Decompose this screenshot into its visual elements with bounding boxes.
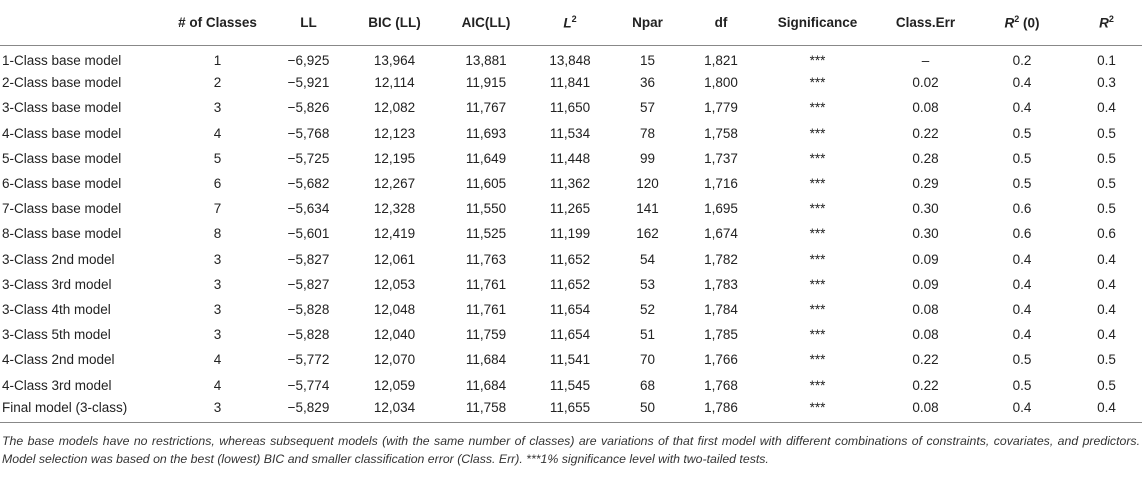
- table-cell: 0.29: [912, 176, 939, 192]
- table-cell: 1,779: [704, 100, 738, 116]
- table-row: [0, 45, 1142, 70]
- column-header-label: LL: [300, 14, 317, 30]
- table-cell: −5,774: [287, 377, 330, 393]
- column-header: [757, 0, 878, 45]
- column-header: [973, 0, 1071, 45]
- table-cell: −6,925: [287, 53, 330, 69]
- table-cell: –: [921, 53, 930, 69]
- table-cell: 11,534: [549, 125, 591, 141]
- table-cell: 0.02: [912, 75, 939, 91]
- table-cell: −5,828: [287, 327, 330, 343]
- table-cell: 0.22: [912, 352, 939, 368]
- table-cell: 0.4: [1097, 100, 1116, 116]
- column-header: [530, 0, 610, 45]
- row-label-cell: 3-Class base model: [2, 100, 122, 116]
- table-cell: 11,915: [465, 75, 507, 91]
- table-cell: ***: [809, 100, 826, 116]
- column-header: [685, 0, 757, 45]
- table-cell: 0.5: [1097, 377, 1116, 393]
- table-cell: −5,828: [287, 301, 330, 317]
- table-cell: 1,786: [685, 398, 757, 423]
- table-cell: 0.4: [1097, 251, 1116, 267]
- table-cell: 12,195: [373, 150, 416, 166]
- table-cell: 0.3: [1097, 75, 1116, 91]
- table-cell: ***: [809, 251, 826, 267]
- table-cell: 0.4: [1012, 251, 1032, 267]
- column-header: [878, 0, 973, 45]
- table-cell: 3: [213, 327, 222, 343]
- header-row: [0, 0, 1142, 45]
- table-cell: ***: [809, 75, 826, 91]
- table-cell: 0.28: [912, 150, 939, 166]
- table-cell: 0.5: [1097, 201, 1116, 217]
- table-cell: 0.5: [1097, 176, 1116, 192]
- table-cell: 11,652: [549, 251, 591, 267]
- table-body: [0, 45, 1142, 423]
- column-header-label: AIC(LL): [461, 14, 511, 30]
- table-cell: 11,758: [442, 398, 530, 423]
- table-cell: 11,652: [549, 276, 591, 292]
- table-cell: 0.6: [1012, 226, 1032, 242]
- column-header-superscript: 2: [1014, 14, 1020, 24]
- table-cell: 0.4: [1097, 276, 1116, 292]
- table-cell: 0.4: [1012, 327, 1032, 343]
- table-cell: 1,766: [704, 352, 738, 368]
- table-cell: 11,545: [549, 377, 591, 393]
- column-header-superscript: 2: [571, 14, 577, 24]
- table-cell: 0.09: [912, 276, 939, 292]
- table-cell: 11,684: [465, 352, 507, 368]
- table-cell: ***: [809, 150, 826, 166]
- table-cell: 12,114: [374, 75, 415, 91]
- table-cell: 0.30: [912, 201, 939, 217]
- table-cell: 11,654: [549, 327, 591, 343]
- table-row: [0, 95, 1142, 120]
- table-cell: 78: [639, 125, 656, 141]
- table-cell: 11,693: [465, 125, 507, 141]
- table-cell: 11,541: [549, 352, 591, 368]
- column-header-superscript: 2: [1108, 14, 1114, 24]
- table-cell: 53: [639, 276, 656, 292]
- column-header: [1071, 0, 1142, 45]
- column-header-label: Significance: [777, 14, 858, 30]
- table-cell: 0.5: [1012, 176, 1032, 192]
- table-cell: −5,725: [287, 150, 330, 166]
- table-cell: 4: [213, 377, 222, 393]
- column-header: [442, 0, 530, 45]
- row-label-cell: 4-Class 2nd model: [2, 352, 115, 368]
- table-cell: ***: [809, 226, 826, 242]
- table-cell: 0.4: [1012, 100, 1032, 116]
- table-cell: 11,761: [465, 301, 507, 317]
- table-cell: 3: [213, 100, 222, 116]
- table-cell: 4: [213, 125, 222, 141]
- table-cell: 0.6: [1012, 201, 1032, 217]
- table-cell: 12,070: [373, 352, 416, 368]
- column-header: [610, 0, 685, 45]
- table-cell: 11,767: [465, 100, 507, 116]
- table-cell: 0.5: [1012, 125, 1032, 141]
- table-cell: −5,827: [287, 251, 330, 267]
- table-cell: −5,682: [287, 176, 330, 192]
- row-label-cell: 6-Class base model: [2, 176, 122, 192]
- table-cell: 12,419: [373, 226, 416, 242]
- table-cell: −5,601: [287, 226, 330, 242]
- table-cell: 0.22: [912, 125, 939, 141]
- table-cell: 11,759: [465, 327, 507, 343]
- table-cell: 1,785: [704, 327, 738, 343]
- table-cell: ***: [809, 352, 826, 368]
- column-header-label: # of Classes: [178, 14, 257, 30]
- table-cell: 0.4: [1012, 301, 1032, 317]
- table-row: [0, 221, 1142, 246]
- table-cell: 0.22: [912, 377, 939, 393]
- table-cell: −5,634: [287, 201, 330, 217]
- table-cell: 11,763: [465, 251, 507, 267]
- table-cell: 0.4: [1097, 301, 1116, 317]
- table-cell: 0.5: [1097, 125, 1116, 141]
- row-label-cell: Final model (3-class): [0, 398, 165, 423]
- table-cell: 1,800: [704, 75, 738, 91]
- table-row: [0, 347, 1142, 372]
- table-cell: 0.09: [912, 251, 939, 267]
- table-cell: 0.4: [1012, 75, 1032, 91]
- table-cell: 11,649: [465, 150, 507, 166]
- table-cell: 2: [213, 75, 222, 91]
- table-cell: 11,448: [549, 150, 591, 166]
- table-cell: 15: [639, 53, 656, 69]
- table-cell: 0.08: [912, 301, 939, 317]
- table-row: [0, 372, 1142, 397]
- row-label-cell: 8-Class base model: [2, 226, 122, 242]
- table-cell: 70: [639, 352, 656, 368]
- table-cell: 1,758: [704, 125, 738, 141]
- table-cell: 11,605: [465, 176, 507, 192]
- row-label-cell: 7-Class base model: [2, 201, 122, 217]
- row-label-cell: 3-Class 3rd model: [2, 276, 112, 292]
- table-cell: 11,761: [465, 276, 507, 292]
- table-cell: −5,768: [287, 125, 330, 141]
- table-cell: 0.4: [1097, 327, 1116, 343]
- table-cell: 162: [636, 226, 659, 242]
- table-cell: 0.5: [1012, 150, 1032, 166]
- row-label-cell: 5-Class base model: [2, 150, 122, 166]
- table-cell: ***: [757, 398, 878, 423]
- table-cell: 1,782: [704, 251, 738, 267]
- table-cell: ***: [809, 377, 826, 393]
- table-cell: −5,827: [287, 276, 330, 292]
- table-cell: 11,550: [465, 201, 507, 217]
- table-cell: 12,059: [373, 377, 416, 393]
- table-cell: 0.5: [1097, 150, 1116, 166]
- table-cell: ***: [809, 125, 826, 141]
- table-cell: 8: [213, 226, 222, 242]
- table-cell: 12,328: [373, 201, 416, 217]
- table-footnote: The base models have no restrictions, whereas subsequent models (with the same number of classes) are variations of that first model with different combinations of constraints, covariates, and predictors. Model selection was based on the best (lowest) BIC and smaller classification error (Class. Err). ***1% significance level with two-tailed tests.: [2, 434, 1140, 467]
- column-header: [0, 0, 165, 45]
- table-cell: 11,841: [549, 75, 591, 91]
- table-cell: ***: [809, 301, 826, 317]
- table-cell: 57: [639, 100, 656, 116]
- table-cell: 54: [639, 251, 656, 267]
- table-cell: −5,826: [287, 100, 330, 116]
- table-cell: 12,082: [373, 100, 416, 116]
- table-cell: 12,034: [347, 398, 442, 423]
- column-header-label: R: [1004, 15, 1015, 31]
- table-cell: 5: [213, 150, 222, 166]
- table-cell: ***: [809, 276, 826, 292]
- table-cell: 7: [213, 201, 222, 217]
- table-cell: 68: [639, 377, 656, 393]
- table-cell: 13,848: [549, 53, 591, 69]
- table-cell: 6: [213, 176, 222, 192]
- table-cell: 3: [213, 276, 222, 292]
- table-cell: 0.4: [1012, 276, 1032, 292]
- row-label-cell: 2-Class base model: [2, 75, 122, 91]
- table-cell: 12,267: [373, 176, 416, 192]
- row-label-cell: 4-Class base model: [2, 125, 122, 141]
- row-label-cell: 1-Class base model: [2, 53, 122, 69]
- table-cell: 1,737: [704, 150, 738, 166]
- table-cell: 3: [213, 301, 222, 317]
- table-cell: 50: [610, 398, 685, 423]
- column-header-label: Class.Err: [895, 14, 956, 30]
- table-cell: 11,362: [549, 176, 591, 192]
- table-cell: 12,048: [373, 301, 416, 317]
- table-cell: 51: [639, 327, 656, 343]
- table-cell: 1,695: [704, 201, 738, 217]
- column-header-label: BIC (LL): [368, 14, 421, 30]
- table-cell: 3: [165, 398, 270, 423]
- table-cell: 13,881: [465, 53, 507, 69]
- table-cell: ***: [809, 176, 826, 192]
- table-row: [0, 272, 1142, 297]
- table-cell: 0.5: [1097, 352, 1116, 368]
- table-cell: 52: [639, 301, 656, 317]
- table-cell: 1,674: [704, 226, 738, 242]
- table-cell: 0.08: [878, 398, 973, 423]
- table-cell: 141: [636, 201, 659, 217]
- table-cell: 1: [213, 53, 222, 69]
- column-header: [270, 0, 347, 45]
- row-label-cell: 3-Class 4th model: [2, 301, 111, 317]
- table-cell: 1,768: [704, 377, 738, 393]
- table-cell: 12,040: [373, 327, 416, 343]
- table-cell: 11,525: [465, 226, 507, 242]
- row-label-cell: 4-Class 3rd model: [2, 377, 112, 393]
- table-cell: 11,199: [549, 226, 591, 242]
- table-cell: 1,821: [704, 53, 738, 69]
- column-header: [347, 0, 442, 45]
- table-cell: −5,772: [287, 352, 330, 368]
- table-cell: 0.4: [973, 398, 1071, 423]
- table-cell: 0.6: [1097, 226, 1116, 242]
- table-row: [0, 398, 1142, 423]
- column-header-suffix: (0): [1019, 15, 1040, 31]
- table-cell: 3: [213, 251, 222, 267]
- table-cell: 0.5: [1012, 352, 1032, 368]
- table-cell: 0.4: [1071, 398, 1142, 423]
- row-label-cell: 3-Class 5th model: [2, 327, 111, 343]
- table-cell: 1,783: [704, 276, 738, 292]
- table-cell: 12,053: [373, 276, 416, 292]
- table-cell: 12,061: [373, 251, 416, 267]
- table-cell: ***: [809, 53, 826, 69]
- table-cell: 99: [639, 150, 656, 166]
- table-cell: 0.5: [1012, 377, 1032, 393]
- column-header-label: Npar: [632, 14, 663, 30]
- column-header: [165, 0, 270, 45]
- row-label-cell: 3-Class 2nd model: [2, 251, 115, 267]
- table-cell: ***: [809, 201, 826, 217]
- table-row: [0, 70, 1142, 95]
- table-row: [0, 146, 1142, 171]
- table-row: [0, 297, 1142, 322]
- table-cell: 4: [213, 352, 222, 368]
- table-cell: 1,784: [704, 301, 738, 317]
- table-row: [0, 121, 1142, 146]
- table-row: [0, 247, 1142, 272]
- column-header-label: L: [563, 15, 572, 31]
- column-header-label: df: [714, 14, 728, 30]
- table-cell: 0.2: [1012, 53, 1032, 69]
- table-cell: 0.1: [1097, 53, 1116, 69]
- table-cell: ***: [809, 327, 826, 343]
- column-header-label: R: [1099, 15, 1109, 31]
- table-cell: 11,265: [549, 201, 591, 217]
- table-cell: 0.08: [912, 327, 939, 343]
- table-row: [0, 322, 1142, 347]
- table-cell: 11,654: [549, 301, 591, 317]
- table-cell: 1,716: [704, 176, 738, 192]
- table-cell: 120: [636, 176, 659, 192]
- table-cell: 11,684: [465, 377, 507, 393]
- table-row: [0, 171, 1142, 196]
- table-cell: 0.08: [912, 100, 939, 116]
- table-cell: 11,655: [530, 398, 610, 423]
- table-cell: 13,964: [373, 53, 416, 69]
- table-cell: −5,829: [270, 398, 347, 423]
- table-row: [0, 196, 1142, 221]
- table-cell: 36: [639, 75, 656, 91]
- table-cell: 0.30: [912, 226, 939, 242]
- table-cell: −5,921: [287, 75, 330, 91]
- table-cell: 12,123: [373, 125, 416, 141]
- table-cell: 11,650: [549, 100, 591, 116]
